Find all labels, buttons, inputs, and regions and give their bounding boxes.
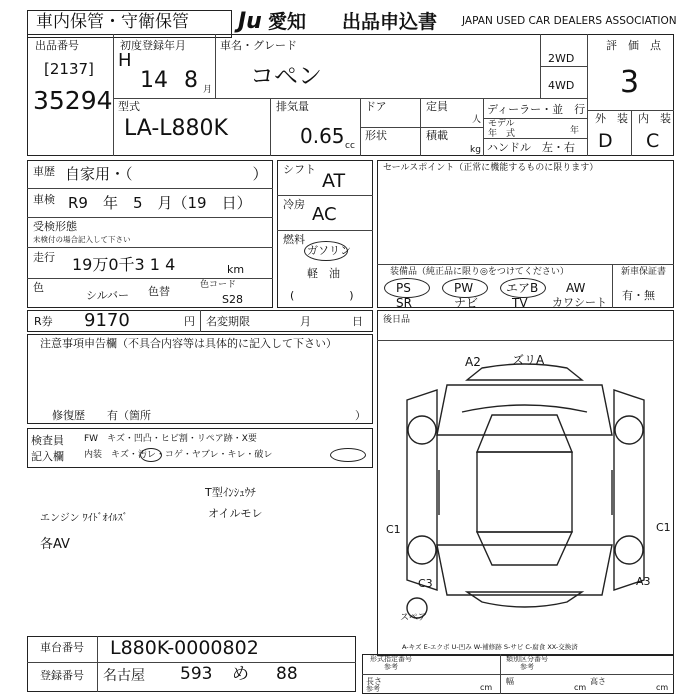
memo-1: T型ｲﾝｼｭｳﾁ: [205, 486, 256, 499]
car-name: コペン: [250, 62, 322, 90]
chassis-label: 車台番号: [40, 641, 84, 654]
wheel-fr: [615, 416, 643, 444]
fill-col-label: 記入欄: [31, 450, 64, 463]
reg-month: 8: [184, 68, 198, 93]
length-label: 長さ: [366, 677, 382, 686]
damage-legend: A-キズ E-エクボ U-凹み W-補修跡 S-サビ C-腐食 XX-交換済: [402, 643, 578, 651]
warranty-yes-no: 有・無: [622, 289, 655, 302]
class-ref-label: 類別区分番号: [506, 655, 548, 663]
plate-class: 593: [180, 664, 213, 684]
reg-era: H: [118, 50, 132, 71]
history-value: 自家用・（ ）: [65, 165, 268, 183]
repair-history-label: 修復歴 有（箇所: [52, 409, 151, 422]
check-interior: 内装 キズ・汚レ・コゲ・ヤブレ・キレ・破レ: [84, 450, 273, 460]
recycle-label: R券: [34, 315, 53, 328]
warranty-label: 新車保証書: [621, 267, 667, 277]
equip-airbag: エアB: [506, 281, 539, 295]
plate-num: 88: [276, 664, 298, 684]
spare-label: スペア: [400, 613, 428, 623]
capacity-label: 定員: [426, 100, 448, 113]
memo-2: オイルモレ: [208, 507, 263, 520]
cc-unit: cc: [345, 141, 355, 151]
roof: [477, 452, 572, 532]
day-unit: 日: [352, 315, 363, 328]
trunk: [437, 545, 612, 595]
exterior-value: D: [598, 130, 613, 152]
plate-label: 登録番号: [40, 669, 84, 682]
equip-aw: AW: [566, 281, 586, 295]
memo-area-label: 後日品: [383, 315, 411, 325]
shaken-label: 車検: [33, 193, 55, 206]
shape-label: 形状: [365, 129, 387, 142]
lot-number: 35294: [33, 86, 113, 115]
car-diagram: [377, 340, 674, 640]
width-label: 幅: [506, 677, 514, 686]
lot-no-label: 出品番号: [35, 39, 79, 52]
aircon-value: AC: [312, 204, 337, 225]
jyuken-note: 未検付の場合記入して下さい: [33, 235, 131, 244]
color-value: シルバー: [86, 289, 129, 302]
color-code-value: S28: [222, 293, 243, 306]
month-unit: 月: [300, 315, 311, 328]
history-label: 車歴: [33, 165, 55, 178]
wheel-rl: [408, 536, 436, 564]
interior-value: C: [646, 130, 660, 152]
recycle-value: 9170: [84, 310, 130, 331]
exterior-label: 外 装: [595, 112, 628, 125]
first-reg-label: 初度登録年月: [120, 39, 186, 52]
memo-3: エンジン ﾜｲﾄﾞｵｲﾙｽﾞ: [40, 513, 128, 524]
dmg-a2: A2: [465, 355, 481, 369]
rear-bumper: [467, 592, 582, 607]
memo-4: 各AV: [40, 537, 70, 552]
mileage-value: 19万0千3 1 4: [72, 255, 176, 274]
storage-label: 車内保管・守衛保管: [36, 12, 189, 32]
fuel-value: ガソリン: [307, 244, 351, 257]
equip-tv: TV: [512, 296, 528, 310]
kg-unit: kg: [470, 145, 481, 155]
displacement-label: 排気量: [276, 100, 309, 113]
displacement-value: 0.65: [300, 124, 345, 148]
reg-year: 14: [140, 68, 168, 93]
interior-label: 内 装: [638, 112, 671, 125]
year-unit: 年: [570, 126, 580, 136]
form-ref-label: 形式指定番号: [370, 655, 412, 663]
model-year-label: モデル 年 式: [488, 119, 516, 139]
hood: [437, 385, 612, 435]
equip-sr: SR: [396, 296, 412, 310]
model-label: 型式: [118, 100, 140, 113]
diesel-label: 軽 油: [307, 267, 340, 280]
wheel-rr: [615, 536, 643, 564]
jyuken-label: 受検形態: [33, 220, 77, 233]
km-unit: km: [227, 263, 245, 276]
notes-label: 注意事項申告欄（不具合内容等は具体的に記入して下さい）: [40, 337, 337, 350]
color-change-label: 色替: [148, 285, 170, 298]
equip-pw: PW: [454, 281, 474, 295]
yen-unit: 円: [184, 315, 195, 328]
lot-code: [2137]: [44, 60, 94, 78]
color-code-label: 色コード: [200, 280, 237, 290]
car-name-label: 車名・グレード: [220, 39, 297, 52]
wheel-fl: [408, 416, 436, 444]
equip-ps: PS: [396, 281, 411, 295]
rear-window: [477, 532, 572, 565]
doc-title: 出品申込書: [342, 11, 438, 33]
equip-leather: カワシート: [552, 296, 607, 309]
handle-label: ハンドル 左・右: [487, 141, 575, 154]
color-label: 色: [33, 281, 44, 294]
fuel-label: 燃料: [283, 233, 305, 246]
sales-point-label: セールスポイント（正常に機能するものに限ります）: [383, 163, 599, 173]
aircon-label: 冷房: [283, 198, 305, 211]
drive-2wd: 2WD: [548, 52, 575, 65]
ju-logo: Ju: [238, 9, 262, 34]
load-label: 積載: [426, 129, 448, 142]
dmg-c3: C3: [418, 577, 433, 590]
shift-value: AT: [322, 170, 346, 192]
score-label: 評 価 点: [606, 39, 661, 52]
equipment-label: 装備品（純正品に限り◎をつけてください）: [390, 267, 569, 277]
reg-month-unit: 月: [203, 85, 213, 95]
shaken-value: R9 年 5 月（19 日）: [68, 194, 252, 212]
plate-area: 名古屋: [103, 668, 145, 684]
plate-kana: め: [232, 664, 249, 684]
door-label: ドア: [365, 100, 387, 113]
drive-4wd: 4WD: [548, 79, 575, 92]
score-value: 3: [620, 65, 640, 100]
model-value: LA-L880K: [124, 116, 228, 141]
person-unit: 人: [472, 115, 482, 125]
name-change-label: 名変期限: [206, 315, 250, 328]
dmg-a3: A3: [636, 575, 651, 588]
assoc-name: JAPAN USED CAR DEALERS ASSOCIATION: [462, 15, 677, 27]
dmg-c1-right: C1: [656, 521, 671, 534]
mileage-label: 走行: [33, 251, 55, 264]
dmg-zuri: ズリA: [512, 353, 545, 367]
dmg-c1-left: C1: [386, 523, 401, 536]
inspector-label: 検査員: [31, 434, 64, 447]
dealer-label: ディーラー・並 行: [487, 103, 586, 116]
pref-name: 愛知: [268, 11, 307, 33]
chassis-value: L880K-0000802: [110, 637, 259, 659]
check-fw: FW キズ・凹凸・ヒビ割・リペア跡・X要: [84, 434, 257, 444]
equip-navi: ナビ: [454, 296, 479, 310]
shift-label: シフト: [283, 163, 316, 176]
windshield: [477, 415, 572, 452]
height-label: 高さ: [590, 677, 606, 686]
